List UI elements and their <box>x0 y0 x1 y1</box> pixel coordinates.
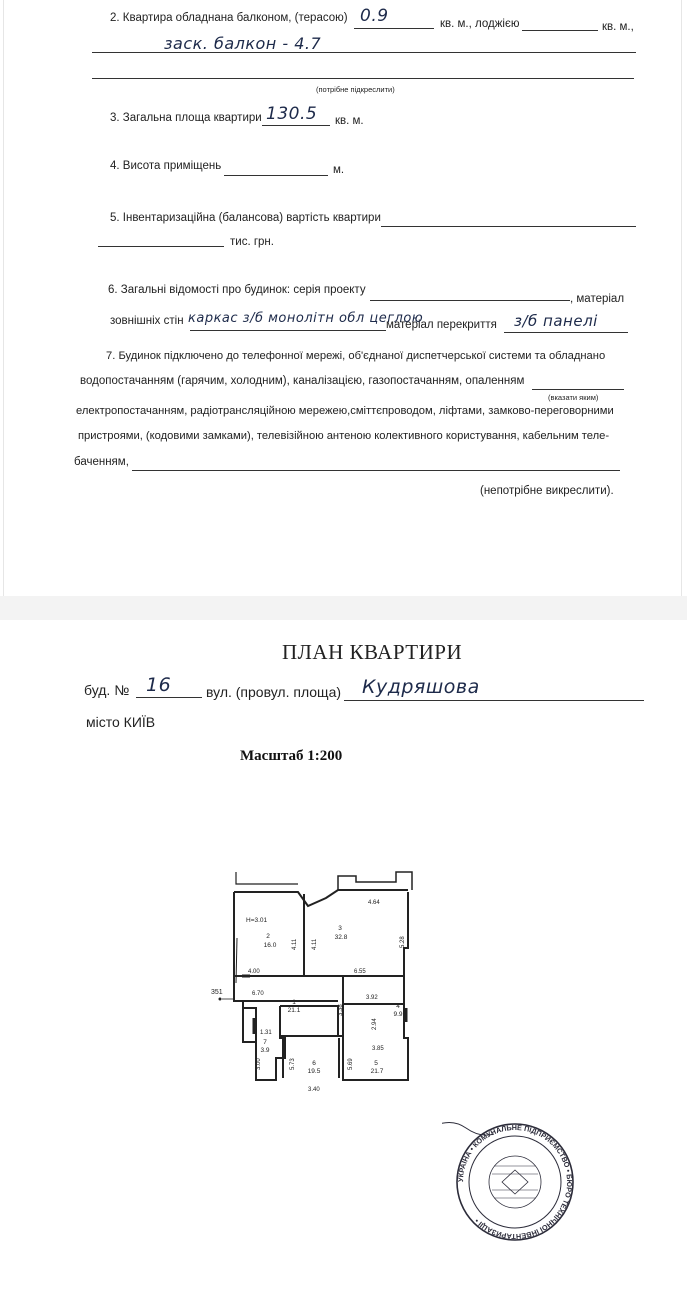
room-5-num: 5 <box>374 1060 378 1067</box>
room-3-area: 32.8 <box>334 934 348 941</box>
room-7-area: 3.9 <box>260 1047 270 1054</box>
plan-height: H=3.01 <box>246 917 268 924</box>
total-area-line <box>262 125 330 126</box>
item6-label: 6. Загальні відомості про будинок: серія проекту <box>108 284 366 296</box>
floor-material-value: з/б панелі <box>514 312 598 330</box>
dim-4-11-b: 4.11 <box>312 938 318 950</box>
room-2-num: 2 <box>266 933 270 940</box>
street-line <box>344 700 644 701</box>
dim-5-28: 5.28 <box>400 936 406 948</box>
walls-material-value: каркас з/б монолітн обл цеглою <box>188 311 424 326</box>
dim-6-70: 6.70 <box>252 991 264 997</box>
dim-5-69: 5.69 <box>348 1058 354 1070</box>
item4-label: 4. Висота приміщень <box>110 160 222 172</box>
document-page-2 <box>4 620 681 1298</box>
plan-marker: 351 <box>211 989 223 996</box>
item5-label: 5. Інвентаризаційна (балансова) вартість квартири <box>110 212 381 224</box>
bud-value: 16 <box>146 674 172 696</box>
dim-3-92: 3.92 <box>366 995 378 1001</box>
room-3-num: 3 <box>338 925 342 932</box>
room-6-area: 19.5 <box>307 1068 321 1075</box>
item6-label-b: , матеріал <box>570 293 625 305</box>
room-5-area: 21.7 <box>370 1068 384 1075</box>
room-6-num: 6 <box>312 1060 316 1067</box>
item3-label: 3. Загальна площа квартири <box>110 112 262 124</box>
street-label: вул. (провул. площа) <box>206 684 342 700</box>
item2-hint: (потрібне підкреслити) <box>316 85 395 94</box>
balcony-line <box>354 28 434 29</box>
dim-2-94: 2.94 <box>372 1018 378 1030</box>
dim-4-11-a: 4.11 <box>292 938 298 950</box>
item7-line3: електропостачанням, радіотрансляційною мережею,сміттєпроводом, ліфтами, замково-переговорними <box>76 405 614 417</box>
dim-3-40: 3.40 <box>308 1087 320 1093</box>
dim-4-00: 4.00 <box>248 969 260 975</box>
page-title: ПЛАН КВАРТИРИ <box>282 640 463 664</box>
room-4-num: 4 <box>396 1003 400 1010</box>
item7-line6: (непотрібне викреслити). <box>480 485 614 497</box>
page-gap <box>0 596 687 620</box>
room-7-num: 7 <box>263 1039 267 1046</box>
height-line <box>224 175 328 176</box>
street-value: Кудряшова <box>362 676 480 698</box>
note-line-1 <box>92 52 636 53</box>
dim-3-85: 3.85 <box>372 1046 384 1052</box>
dim-4-64: 4.64 <box>368 900 380 906</box>
item7-line1: 7. Будинок підключено до телефонної мережі, об'єднаної диспетчерської системи та обладнано <box>106 350 606 362</box>
series-line <box>370 300 570 301</box>
item3-unit: кв. м. <box>335 115 364 127</box>
floor-plan <box>208 858 426 1098</box>
item7-hint: (вказати яким) <box>548 393 599 402</box>
bud-line <box>136 697 202 698</box>
item2-label: 2. Квартира обладнана балконом, (терасою) <box>110 12 348 24</box>
room-2-area: 16.0 <box>263 942 277 949</box>
loggia-line <box>522 30 598 31</box>
note-line-2 <box>92 78 634 79</box>
balcony-value: 0.9 <box>360 6 389 26</box>
item6-label-d: матеріал перекриття <box>386 319 497 331</box>
item6-label-c: зовнішніх стін <box>110 315 184 327</box>
city-label: місто КИЇВ <box>86 714 156 730</box>
dim-1-31: 1.31 <box>260 1030 272 1036</box>
item5-unit: тис. грн. <box>230 236 274 248</box>
room-4-area: 9.9 <box>393 1011 403 1018</box>
document-page-1 <box>4 0 681 596</box>
value-line-2 <box>98 246 224 247</box>
item4-unit: м. <box>333 164 345 176</box>
dim-5-73: 5.73 <box>290 1058 296 1070</box>
walls-line <box>190 330 386 331</box>
room-1-num: 1 <box>292 999 296 1006</box>
handwritten-note: заск. балкон - 4.7 <box>164 34 322 53</box>
official-stamp <box>442 1120 588 1244</box>
cable-line <box>132 470 620 471</box>
item2-unit-b: кв. м., <box>602 21 634 33</box>
dim-3-38: 3.38 <box>338 1004 344 1016</box>
room-1-area: 21.1 <box>287 1007 301 1014</box>
item7-line2: водопостачанням (гарячим, холодним), каналізацією, газопостачанням, опаленням <box>80 375 525 387</box>
item7-line4: пристроями, (кодовими замками), телевізійною антеною колективного користування, кабельним теле- <box>78 430 610 442</box>
heating-line <box>532 389 624 390</box>
value-line-1 <box>381 226 636 227</box>
scale-label: Масштаб 1:200 <box>240 748 343 764</box>
dim-6-55: 6.55 <box>354 969 366 975</box>
total-area-value: 130.5 <box>266 104 318 124</box>
stamp-ring-text: УКРАЇНА • КОМУНАЛЬНЕ ПІДПРИЄМСТВО • БЮРО ТЕХНІЧНОЇ ІНВЕНТАРИЗАЦІЇ • <box>455 1122 575 1242</box>
item2-unit-a: кв. м., лоджією <box>440 18 520 30</box>
item7-line5: баченням, <box>74 456 129 468</box>
floor-line <box>504 332 628 333</box>
dim-3-00: 3.00 <box>256 1058 262 1070</box>
bud-label: буд. № <box>84 682 130 698</box>
